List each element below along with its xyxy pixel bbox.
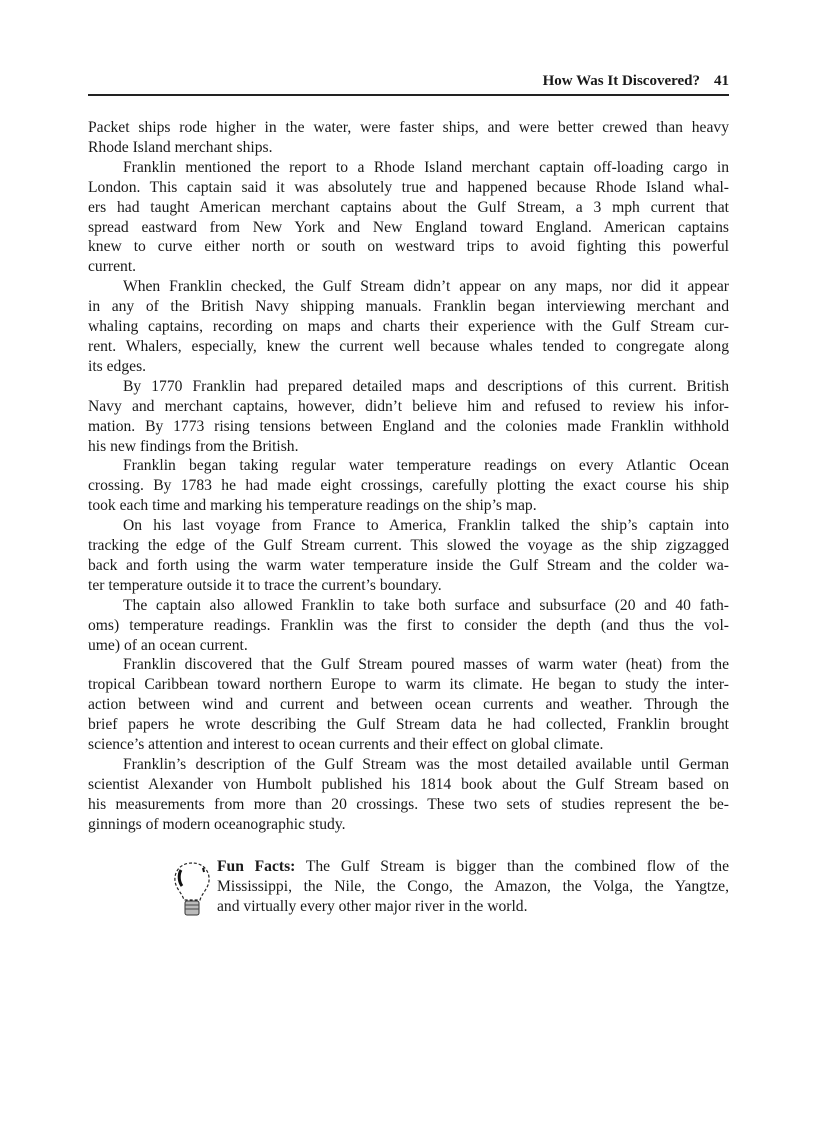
text-line: By 1770 Franklin had prepared detailed maps and descriptions of this current. British	[123, 377, 729, 395]
text-line: ginnings of modern oceanographic study.	[88, 815, 346, 833]
text-line: its edges.	[88, 357, 147, 375]
text-line: spread eastward from New York and New England toward England. American captains	[88, 218, 729, 236]
paragraph	[88, 755, 729, 835]
text-line: ume) of an ocean current.	[88, 636, 248, 654]
text-line: ers had taught American merchant captains about the Gulf Stream, a 3 mph current that	[88, 198, 729, 216]
paragraph	[88, 277, 729, 377]
fun-facts-text: The Gulf Stream is bigger than the combined flow of the	[295, 858, 729, 875]
text-line: oms) temperature readings. Franklin was the first to consider the depth (and thus the vol-	[88, 616, 729, 634]
running-header	[88, 73, 729, 90]
text-line: Franklin began taking regular water temperature readings on every Atlantic Ocean	[123, 457, 729, 475]
text-line: Packet ships rode higher in the water, were faster ships, and were better crewed than heavy	[88, 119, 729, 136]
fun-facts-text: Mississippi, the Nile, the Congo, the Amazon, the Volga, the Yangtze,	[217, 878, 729, 895]
text-line: mation. By 1773 rising tensions between England and the colonies made Franklin withhold	[88, 417, 729, 435]
paragraph	[88, 118, 729, 158]
paragraph	[88, 158, 729, 277]
text-line: whaling captains, recording on maps and charts their experience with the Gulf Stream cur-	[88, 318, 729, 336]
text-line: scientist Alexander von Humbolt published his 1814 book about the Gulf Stream based on	[88, 775, 729, 793]
text-line: tropical Caribbean toward northern Europe to warm its climate. He began to study the inter-	[88, 676, 729, 694]
text-line: back and forth using the warm water temperature inside the Gulf Stream and the colder wa-	[88, 556, 729, 574]
paragraph	[88, 516, 729, 596]
text-line: science’s attention and interest to ocean currents and their effect on global climate.	[88, 736, 604, 754]
text-line: took each time and marking his temperature readings on the ship’s map.	[88, 497, 537, 515]
text-line: knew to curve either north or south on westward trips to avoid fighting this powerful	[88, 238, 729, 256]
text-line: current.	[88, 258, 137, 276]
text-line: Rhode Island merchant ships.	[88, 138, 273, 156]
text-line: Franklin’s description of the Gulf Stream was the most detailed available until German	[123, 756, 729, 773]
paragraph	[88, 456, 729, 516]
text-line: crossing. By 1783 he had made eight crossings, carefully plotting the exact course his ship	[88, 477, 729, 495]
fun-facts-box	[217, 857, 729, 917]
text-line: rent. Whalers, especially, knew the current well because whales tended to congregate along	[88, 337, 729, 355]
fun-facts-label: Fun Facts:	[217, 858, 296, 875]
text-line: action between wind and current and between ocean currents and weather. Through the	[88, 696, 729, 714]
text-line: When Franklin checked, the Gulf Stream didn’t appear on any maps, nor did it appear	[123, 278, 729, 296]
text-line: Franklin discovered that the Gulf Stream poured masses of warm water (heat) from the	[123, 656, 729, 674]
fun-facts-text: and virtually every other major river in the world.	[217, 898, 528, 915]
text-line: The captain also allowed Franklin to take both surface and subsurface (20 and 40 fath-	[123, 596, 729, 614]
text-line: his measurements from more than 20 crossings. These two sets of studies represent the be-	[88, 795, 729, 813]
text-line: in any of the British Navy shipping manuals. Franklin began interviewing merchant and	[88, 298, 729, 316]
chapter-title: How Was It Discovered?	[542, 73, 700, 89]
text-line: tracking the edge of the Gulf Stream current. This slowed the voyage as the ship zigzagged	[88, 537, 729, 555]
lightbulb-icon	[170, 860, 214, 920]
paragraph	[88, 377, 729, 457]
body-text	[88, 118, 729, 835]
text-line: ter temperature outside it to trace the current’s boundary.	[88, 576, 442, 594]
paragraph	[88, 655, 729, 755]
text-line: On his last voyage from France to America, Franklin talked the ship’s captain into	[123, 517, 729, 535]
text-line: his new findings from the British.	[88, 437, 299, 455]
text-line: brief papers he wrote describing the Gulf Stream data he had collected, Franklin brought	[88, 716, 729, 734]
text-line: Navy and merchant captains, however, didn’t believe him and refused to review his infor-	[88, 397, 729, 415]
header-rule	[88, 94, 729, 96]
paragraph	[88, 596, 729, 656]
page-number: 41	[714, 73, 729, 89]
text-line: Franklin mentioned the report to a Rhode Island merchant captain off-loading cargo in	[123, 158, 729, 176]
text-line: London. This captain said it was absolutely true and happened because Rhode Island whal-	[88, 178, 729, 196]
